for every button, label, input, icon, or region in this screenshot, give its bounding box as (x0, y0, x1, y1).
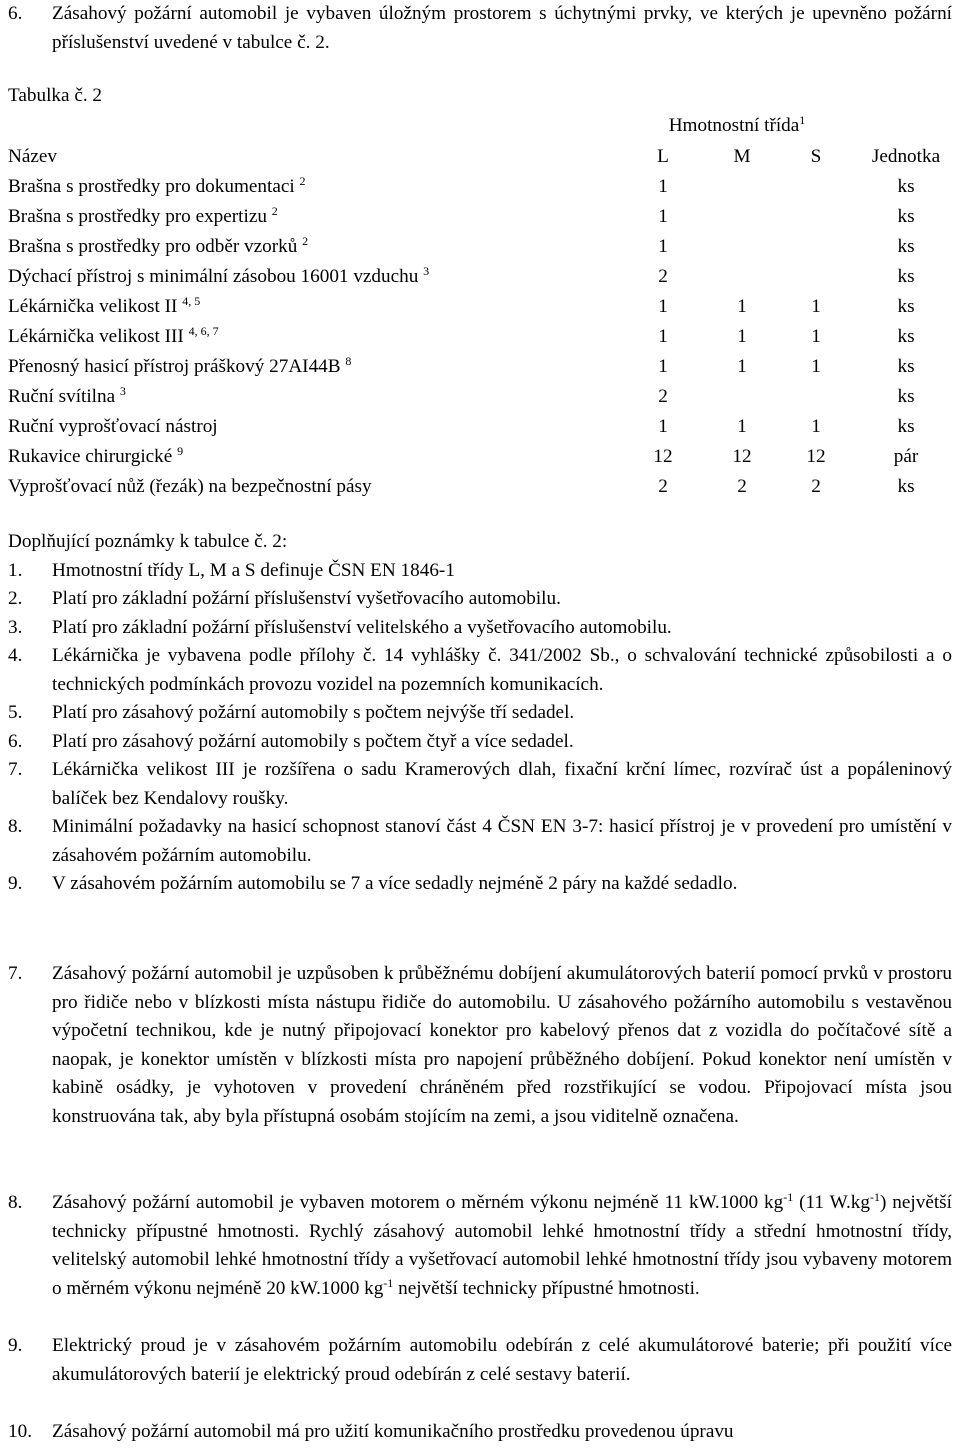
paragraph-number: 9. (8, 1335, 23, 1356)
cell-l: 1 (658, 326, 668, 347)
cell-name: Vyprošťovací nůž (řezák) na bezpečnostní pásy (8, 476, 372, 497)
cell-m (708, 262, 776, 292)
table-notes (8, 528, 952, 899)
cell-m: 1 (737, 326, 747, 347)
paragraph-text: Zásahový požární automobil je vybaven úložným prostorem s úchytnými prvky, ve kterých je upevněno požární příslušenství uvedené v tabulce č. 2. (52, 3, 952, 53)
paragraph-text: Zásahový požární automobil je vybaven motorem o měrném výkonu nejméně 11 kW.1000 $kg^{-1}$ (11 $W.kg^{-1}$) největší technicky přípustné hmotnosti. Rychlý zásahový automobil lehké hmotnostní třídy a střední hmotnostní třídy, velitelský automobil lehké hmotnostní třídy a vyšetřovací automobil lehké hmotnostní třídy jsou vybaveny motorem o měrném výkonu nejméně 20 kW.1000 $kg^{-1}$ největší technicky přípustné hmotnosti. (52, 1190, 952, 1299)
cell-name: Ruční vyprošťovací nástroj (8, 416, 218, 437)
cell-unit: ks (897, 326, 915, 347)
cell-name: Brašna s prostředky pro dokumentaci $^2$ (8, 174, 306, 197)
cell-m: 12 (732, 446, 752, 467)
cell-name: Brašna s prostředky pro expertizu $^2$ (8, 204, 278, 227)
cell-l: 1 (658, 296, 668, 317)
paragraph-10 (8, 1418, 952, 1447)
cell-s: 12 (806, 446, 826, 467)
cell-l: 1 (658, 236, 668, 257)
paragraph-text: Zásahový požární automobil má pro užití komunikačního prostředku provedenou úpravu (52, 1421, 734, 1442)
cell-s (776, 232, 856, 262)
table-row (8, 172, 956, 202)
table-row (8, 262, 956, 292)
column-header-l: L (657, 146, 669, 167)
cell-s: 1 (811, 356, 821, 377)
equipment-table (8, 110, 956, 502)
note-item: 3. Platí pro základní požární příslušenství velitelského a vyšetřovacího automobilu. (8, 616, 672, 638)
cell-s: 1 (811, 296, 821, 317)
weight-class-header: Hmotnostní třída$^1$ (668, 113, 806, 136)
table-row (8, 232, 956, 262)
column-header-unit: Jednotka (871, 146, 941, 167)
cell-name: Brašna s prostředky pro odběr vzorků $^2$ (8, 234, 309, 257)
table-row (8, 292, 956, 322)
note-item: 2. Platí pro základní požární příslušenství vyšetřovacího automobilu. (8, 588, 561, 609)
table-row (8, 442, 956, 472)
cell-l: 1 (658, 416, 668, 437)
note-item: 5. Platí pro zásahový požární automobily s počtem nejvýše tří sedadel. (8, 702, 575, 723)
cell-m (708, 382, 776, 412)
note-item: 7. Lékárnička velikost III je rozšířena o sadu Kramerových dlah, fixační krční límec, rozvírač úst a popáleninový balíček bez Kendalovy roušky. (8, 759, 952, 809)
note-item: 1. Hmotnostní třídy L, M a S definuje ČSN EN 1846-1 (8, 559, 455, 581)
notes-title: Doplňující poznámky k tabulce č. 2: (8, 531, 288, 552)
cell-name: Rukavice chirurgické $^9$ (8, 444, 184, 467)
paragraph-text: Zásahový požární automobil je uzpůsoben k průběžnému dobíjení akumulátorových baterií pomocí prvků v prostoru pro řidiče nebo v blízkosti místa nástupu řidiče do automobilu. U zásahového požárního automobilu s vestavěnou výpočetní technikou, kde je nutný připojovací konektor pro kabelový přenos dat z vozidla do počítačové sítě a naopak, je konektor umístěn v blízkosti místa pro napojení průběžného dobíjení. Pokud konektor není umístěn v kabině osádky, je vyhotoven v provedení chráněném před rozstřikující se vodou. Připojovací místa jsou konstruována tak, aby byla přístupná osobám stojícím na zemi, a jsou viditelně označena. (52, 963, 952, 1127)
cell-name: Lékárnička velikost II $^{4, 5}$ (8, 294, 201, 317)
cell-m: 1 (737, 296, 747, 317)
cell-l: 2 (658, 386, 668, 407)
cell-unit: ks (897, 386, 915, 407)
table-row (8, 472, 956, 502)
cell-unit: pár (893, 446, 919, 467)
cell-unit: ks (897, 416, 915, 437)
cell-s (776, 172, 856, 202)
cell-l: 2 (658, 266, 668, 287)
cell-s (776, 382, 856, 412)
paragraph-number: 10. (8, 1421, 32, 1442)
paragraph-6 (8, 0, 952, 57)
cell-m (708, 202, 776, 232)
paragraph-8 (8, 1189, 952, 1303)
table-header-row (8, 142, 956, 172)
note-item: 4. Lékárnička je vybavena podle přílohy č. 14 vyhlášky č. 341/2002 Sb., o schvalování technické způsobilosti a o technických podmínkách provozu vozidel na pozemních komunikacích. (8, 645, 952, 695)
notes-list (8, 557, 952, 899)
table-header-group-row (8, 110, 956, 142)
note-item: 6. Platí pro zásahový požární automobily s počtem čtyř a více sedadel. (8, 730, 574, 752)
cell-unit: ks (897, 266, 915, 287)
cell-unit: ks (897, 206, 915, 227)
cell-l: 1 (658, 206, 668, 227)
cell-s: 2 (811, 476, 821, 497)
cell-m: 2 (737, 476, 747, 497)
paragraph-number: 8. (8, 1192, 23, 1213)
table-row (8, 322, 956, 352)
cell-unit: ks (897, 296, 915, 317)
cell-l: 1 (658, 356, 668, 377)
cell-name: Dýchací přístroj s minimální zásobou 16001 vzduchu $^3$ (8, 264, 430, 287)
cell-name: Přenosný hasicí přístroj práškový 27AI44B $^8$ (8, 354, 352, 377)
table-row (8, 412, 956, 442)
paragraph-9 (8, 1332, 952, 1389)
note-item: 9. V zásahovém požárním automobilu se 7 a více sedadly nejméně 2 páry na každé sedadlo. (8, 873, 738, 894)
paragraph-number: 6. (8, 3, 23, 24)
cell-name: Ruční svítilna $^3$ (8, 384, 126, 407)
column-header-name: Název (8, 146, 57, 167)
cell-unit: ks (897, 176, 915, 197)
paragraph-number: 7. (8, 963, 23, 984)
table-row (8, 202, 956, 232)
cell-s (776, 202, 856, 232)
cell-m (708, 172, 776, 202)
cell-m: 1 (737, 416, 747, 437)
cell-name: Lékárnička velikost III $^{4, 6, 7}$ (8, 324, 219, 347)
table-label: Tabulka č. 2 (8, 85, 103, 106)
note-item: 8. Minimální požadavky na hasicí schopnost stanoví část 4 ČSN EN 3-7: hasicí přístroj je v provedení pro umístění v zásahovém požárním automobilu. (8, 816, 952, 866)
table-row (8, 352, 956, 382)
cell-unit: ks (897, 476, 915, 497)
cell-unit: ks (897, 236, 915, 257)
cell-m: 1 (737, 356, 747, 377)
paragraph-text: Elektrický proud je v zásahovém požárním automobilu odebírán z celé akumulátorové baterie; při použití více akumulátorových baterií je elektrický proud odebírán z celé sestavy baterií. (52, 1335, 952, 1385)
table-body (8, 172, 956, 502)
cell-m (708, 232, 776, 262)
cell-s: 1 (811, 326, 821, 347)
cell-l: 1 (658, 176, 668, 197)
paragraph-7 (8, 960, 952, 1131)
column-header-m: M (733, 146, 751, 167)
cell-unit: ks (897, 356, 915, 377)
cell-l: 12 (653, 446, 673, 467)
cell-l: 2 (658, 476, 668, 497)
table-row (8, 382, 956, 412)
cell-s: 1 (811, 416, 821, 437)
column-header-s: S (810, 146, 822, 167)
cell-s (776, 262, 856, 292)
